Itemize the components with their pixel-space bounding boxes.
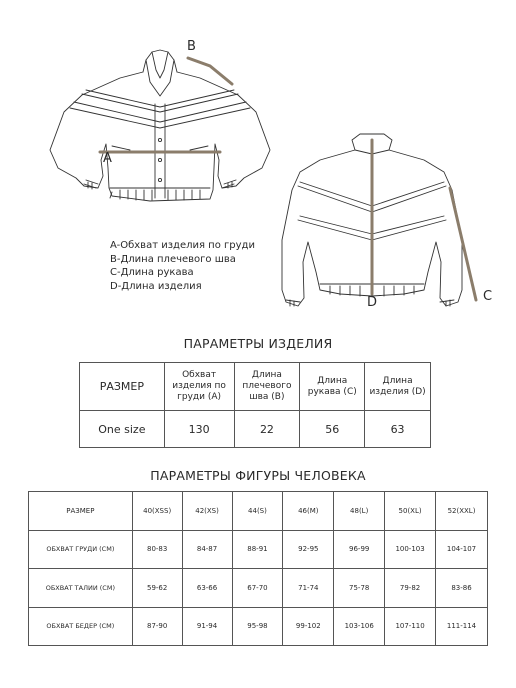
header-size-col: 52(XXL) xyxy=(436,492,488,531)
table-cell: 104-107 xyxy=(436,530,488,569)
header-size-col: 48(L) xyxy=(334,492,385,531)
marker-c: C xyxy=(483,289,493,304)
header-size: РАЗМЕР xyxy=(80,363,165,411)
table-row xyxy=(29,530,488,569)
header-size-col: 50(XL) xyxy=(385,492,436,531)
body-params-table xyxy=(28,491,488,646)
cell-shoulder: 22 xyxy=(234,411,300,448)
row-label: ОБХВАТ БЕДЕР (СМ) xyxy=(29,607,133,646)
table-cell: 84-87 xyxy=(182,530,232,569)
measure-line-c xyxy=(450,188,476,300)
header-size-col: 44(S) xyxy=(232,492,283,531)
table-cell: 71-74 xyxy=(283,569,334,608)
header-size-col: 40(XSS) xyxy=(132,492,182,531)
table-cell: 92-95 xyxy=(283,530,334,569)
jacket-front-drawing xyxy=(50,50,270,201)
header-size: РАЗМЕР xyxy=(29,492,133,531)
legend-item-c: C-Длина рукава xyxy=(110,267,194,278)
product-params-title: ПАРАМЕТРЫ ИЗДЕЛИЯ xyxy=(183,336,333,351)
table-cell: 80-83 xyxy=(132,530,182,569)
cell-sleeve: 56 xyxy=(300,411,365,448)
cell-length: 63 xyxy=(365,411,431,448)
table-cell: 88-91 xyxy=(232,530,283,569)
table-header-row xyxy=(29,492,488,531)
body-params-title: ПАРАМЕТРЫ ФИГУРЫ ЧЕЛОВЕКА xyxy=(150,468,366,483)
table-cell: 103-106 xyxy=(334,607,385,646)
row-label: ОБХВАТ ТАЛИИ (СМ) xyxy=(29,569,133,608)
row-label: ОБХВАТ ГРУДИ (СМ) xyxy=(29,530,133,569)
marker-b: B xyxy=(187,39,196,54)
table-cell: 99-102 xyxy=(283,607,334,646)
product-params-table xyxy=(79,362,431,448)
cell-chest: 130 xyxy=(164,411,234,448)
table-cell: 75-78 xyxy=(334,569,385,608)
table-row xyxy=(29,607,488,646)
marker-a: A xyxy=(103,151,112,166)
measurement-legend xyxy=(110,239,255,293)
legend-item-b: B-Длина плечевого шва xyxy=(110,253,236,265)
table-row xyxy=(80,411,431,448)
jacket-illustration xyxy=(0,0,516,330)
table-cell: 100-103 xyxy=(385,530,436,569)
table-header-row xyxy=(80,363,431,411)
header-length: Длина изделия (D) xyxy=(365,363,431,411)
marker-d: D xyxy=(367,295,378,310)
table-cell: 111-114 xyxy=(436,607,488,646)
measure-line-b xyxy=(188,58,232,84)
table-cell: 87-90 xyxy=(132,607,182,646)
header-shoulder: Длина плечевого шва (В) xyxy=(234,363,300,411)
table-cell: 107-110 xyxy=(385,607,436,646)
table-cell: 63-66 xyxy=(182,569,232,608)
legend-item-a: A-Обхват изделия по груди xyxy=(110,240,255,251)
header-size-col: 46(M) xyxy=(283,492,334,531)
cell-size: One size xyxy=(80,411,165,448)
table-cell: 95-98 xyxy=(232,607,283,646)
table-cell: 83-86 xyxy=(436,569,488,608)
header-size-col: 42(XS) xyxy=(182,492,232,531)
legend-item-d: D-Длина изделия xyxy=(110,280,202,292)
header-sleeve: Длина рукава (С) xyxy=(300,363,365,411)
table-cell: 91-94 xyxy=(182,607,232,646)
table-cell: 79-82 xyxy=(385,569,436,608)
table-cell: 96-99 xyxy=(334,530,385,569)
table-cell: 59-62 xyxy=(132,569,182,608)
header-chest: Обхват изделия по груди (А) xyxy=(164,363,234,411)
table-cell: 67-70 xyxy=(232,569,283,608)
table-row xyxy=(29,569,488,608)
